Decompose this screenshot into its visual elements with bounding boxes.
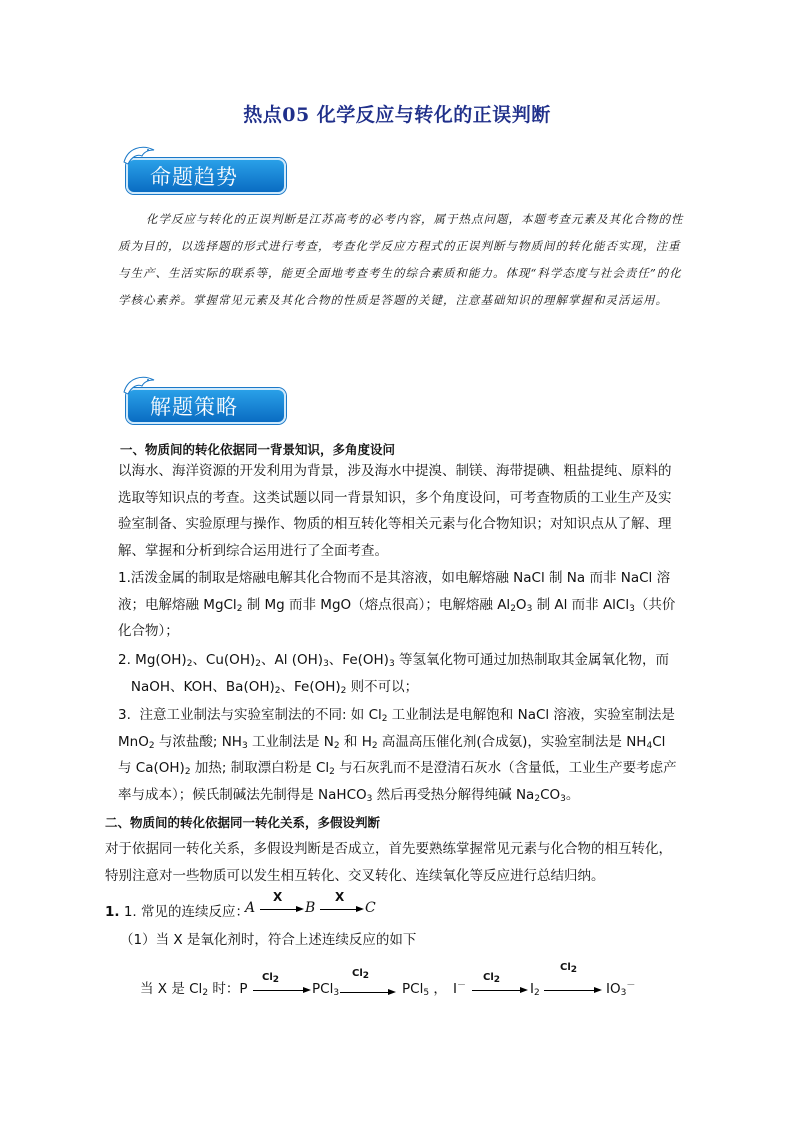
item-1-label: 1. 1. 常见的连续反应： [105, 904, 249, 920]
item-1-sub: （1）当 X 是氧化剂时，符合上述连续反应的如下 [120, 932, 417, 948]
section-banner-trend [122, 148, 287, 198]
reactant-iodide: I－ [453, 981, 466, 997]
banner-label: 解题策略 [150, 395, 238, 419]
rule-item-3: 3. 注意工业制法与实验室制法的不同: 如 $Cl_2$ 工业制法是电解饱和 NaCl 溶液，实验室制法是 MnO$_2$ 与浓盐酸; $NH_3$ 工业制法是 $N_2$ 和 $H_2$ 高温高压催化剂(合成氨)，实验室制法是 $NH_4Cl$ 与 $Ca(OH)_2$ 加热; 制取漂白粉是 $Cl_2$ 与石灰乳而不是澄清石灰水（含量低，工业生产要考虑产率与成本）；候氏制碱法先制得是 NaHCO$_3$ 然后再受热分解得纯碱 $Na_2CO_3$。 [118, 707, 677, 804]
chain-c: C [365, 900, 376, 916]
rule-item-2: 2. $Mg(OH)_2$、$Cu(OH)_2$、Al $(OH)_3$、$Fe(OH)_3$ 等氢氧化物可通过加热制取其金属氧化物，而 NaOH、KOH、$Ba(OH)_2$、$Fe(OH)_2$ 则不可以； [118, 652, 669, 696]
section-heading-1: 一、物质间的转化依据同一背景知识，多角度设问 [120, 442, 396, 457]
chain-x1: X [273, 890, 283, 904]
product-pcl3: PCl$_3$ [312, 981, 340, 998]
cl2-reaction-line: 当 X 是 $Cl_2$ 时：P $Cl_2$ PCl$_3$ $Cl_2$ PCl$_5$ ， I－ $Cl_2$ $I_2$ $Cl_2$ $IO_3^-$ [140, 960, 680, 1000]
banner-label: 命题趋势 [150, 165, 238, 189]
product-pcl5: PCl$_5$ ， [402, 981, 447, 998]
chain-b: B [305, 900, 316, 916]
chain-a: A [245, 900, 256, 916]
section-2-body: 对于依据同一转化关系，多假设判断是否成立，首先要熟练掌握常见元素与化合物的相互转化，特别注意对一些物质可以发生相互转化、交叉转化、连续氧化等反应进行总结归纳。 [105, 841, 672, 884]
product-iodate: $IO_3^-$ [606, 981, 636, 998]
section-1-body: 以海水、海洋资源的开发利用为背景，涉及海水中提溴、制镁、海带提碘、粗盐提纯、原料的选取等知识点的考查。这类试题以同一背景知识，多个角度设问，可考查物质的工业生产及实验室制备、实验原理与操作、物质的相互转化等相关元素与化合物知识；对知识点从了解、理解、掌握和分析到综合运用进行了全面考查。 [118, 463, 672, 559]
section-banner-strategy [122, 378, 287, 428]
chain-reaction [240, 890, 380, 920]
reaction-prefix: 当 X 是 $Cl_2$ 时：P [140, 981, 248, 998]
product-i2: $I_2$ [530, 981, 540, 998]
page-title: 热点05 化学反应与转化的正误判断 [243, 104, 551, 126]
section-heading-2: 二、物质间的转化依据同一转化关系，多假设判断 [105, 815, 381, 830]
chain-x2: X [335, 890, 345, 904]
intro-paragraph: 化学反应与转化的正误判断是江苏高考的必考内容，属于热点问题，本题考查元素及其化合物的性质为目的，以选择题的形式进行考查，考查化学反应方程式的正误判断与物质间的转化能否实现，注重与生产、生活实际的联系等，能更全面地考查考生的综合素质和能力。体现“科学态度与社会责任”的化学核心素养。掌握常见元素及其化合物的性质是答题的关键，注意基础知识的理解掌握和灵活运用。 [118, 212, 684, 307]
rule-item-1: 1.活泼金属的制取是熔融电解其化合物而不是其溶液，如电解熔融 NaCl 制 Na 而非 NaCl 溶液；电解熔融 MgCl$_2$ 制 Mg 而非 MgO（熔点很高）；电解熔融 $Al_2O_3$ 制 Al 而非 AlCl$_3$（共价化合物）； [118, 570, 676, 639]
